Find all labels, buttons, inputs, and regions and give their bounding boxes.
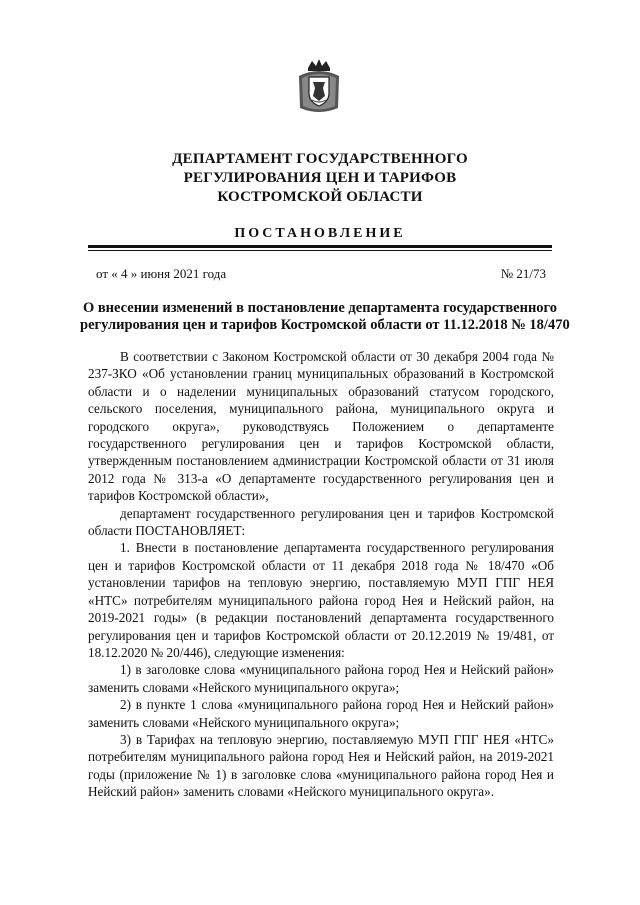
document-body — [88, 348, 554, 801]
subject-line-1: О внесении изменений в постановление департамента государственного — [82, 300, 558, 316]
document-number: № 21/73 — [500, 266, 546, 281]
org-line-3: КОСТРОМСКОЙ ОБЛАСТИ — [217, 189, 423, 205]
body-paragraph-subitem-1: 1) в заголовке слова «муниципального района город Нея и Нейский район» заменить словами «Нейского муниципального округа»; — [88, 662, 554, 695]
organization-name — [80, 150, 560, 207]
header-divider-thick — [88, 245, 552, 248]
org-line-2: РЕГУЛИРОВАНИЯ ЦЕН И ТАРИФОВ — [183, 170, 457, 186]
subject-line-2: регулирования цен и тарифов Костромской области от 11.12.2018 № 18/470 — [80, 317, 570, 333]
header-divider-thin — [88, 250, 552, 251]
body-paragraph-subitem-3: 3) в Тарифах на тепловую энергию, поставляемую МУП ГПГ НЕЯ «НТС» потребителям муниципального района город Нея и Нейский район, на 2019-2021 годы (приложение № 1) в заголовке слова «муниципального района город Нея и Нейский район» заменить словами «Нейского муниципального округа». — [88, 731, 554, 800]
document-date: от « 4 » июня 2021 года — [96, 266, 227, 281]
body-paragraph-resolves: департамент государственного регулирования цен и тарифов Костромской области ПОСТАНОВЛЯЕТ: — [88, 505, 554, 539]
dateline — [96, 266, 546, 282]
body-paragraph-item-1: 1. Внести в постановление департамента государственного регулирования цен и тарифов Костромской области от 11 декабря 2018 года № 18/470 «Об установлении тарифов на тепловую энергию, поставляемую МУП ГПГ НЕЯ «НТС» потребителям муниципального района город Нея и Нейский район, на 2019-2021 годы» (в редакции постановлений департамента государственного регулирования цен и тарифов Костромской области от 20.12.2019 № 19/481, от 18.12.2020 № 20/446), следующие изменения: — [88, 540, 554, 660]
document-subject — [80, 300, 570, 334]
org-line-1: ДЕПАРТАМЕНТ ГОСУДАРСТВЕННОГО — [172, 151, 468, 167]
document-type-title: ПОСТАНОВЛЕНИЕ — [234, 226, 406, 241]
body-paragraph-preamble: В соответствии с Законом Костромской области от 30 декабря 2004 года № 237-ЗКО «Об установлении границ муниципальных образований в Костромской области и о наделении муниципальных образований статусом городского, сельского поселения, муниципального района, муниципального округа и городского округа», руководствуясь Положением о департаменте государственного регулирования цен и тарифов Костромской области, утвержденным постановлением администрации Костромской области от 31 июля 2012 года № 313-а «О департаменте государственного регулирования цен и тарифов Костромской области», — [88, 349, 554, 504]
body-paragraph-subitem-2: 2) в пункте 1 слова «муниципального района город Нея и Нейский район» заменить словами «Нейского муниципального округа»; — [88, 697, 554, 730]
coat-of-arms-emblem — [296, 58, 342, 116]
